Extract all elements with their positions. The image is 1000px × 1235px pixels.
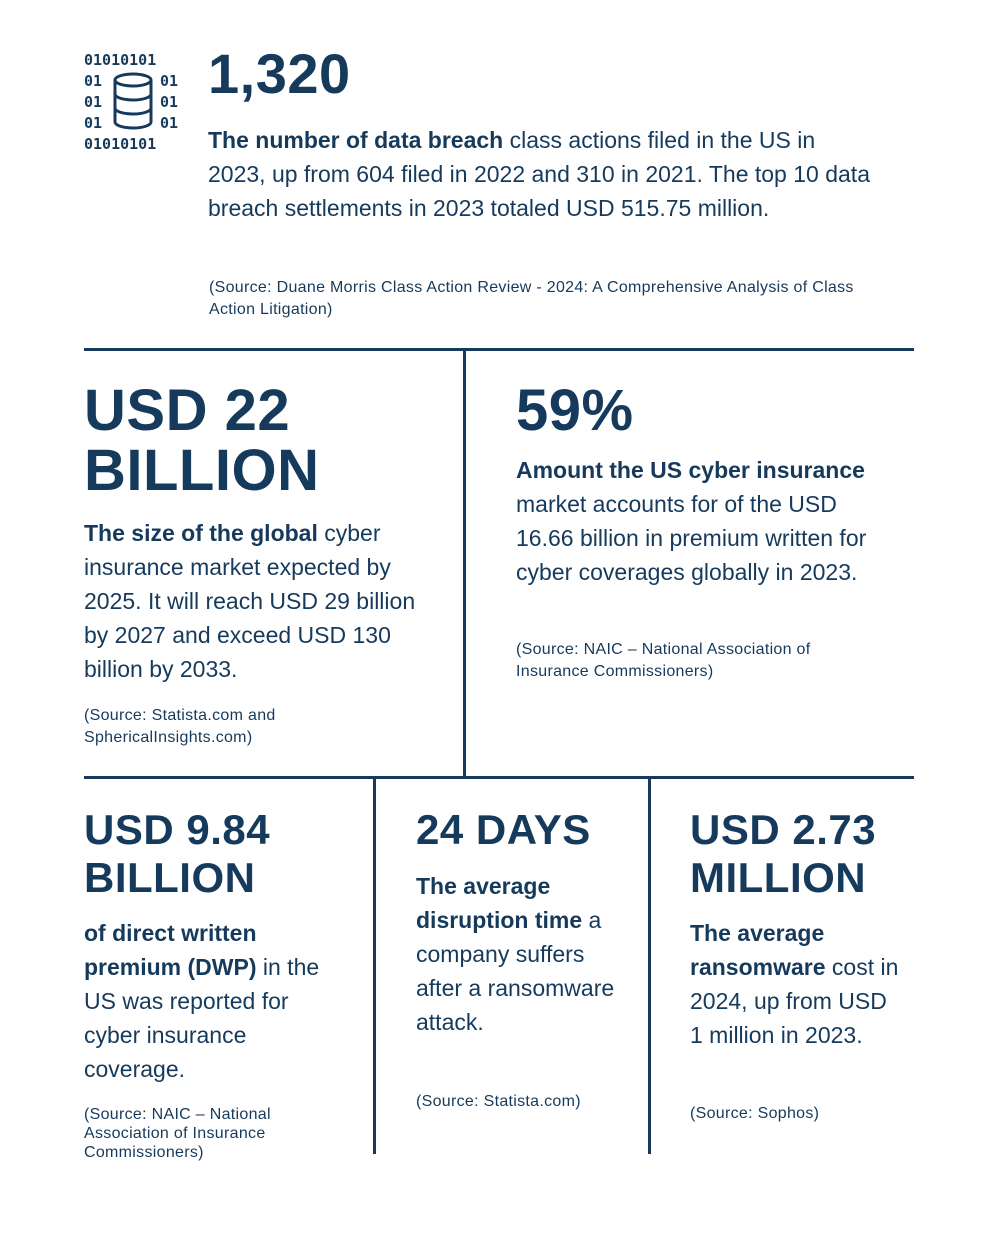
stat-data-breach-count: 1,320	[208, 42, 351, 105]
bottom-left-description-rest: in the US was reported for cyber insurance coverage.	[84, 954, 320, 1082]
binary-row-3-right: 01	[160, 93, 179, 111]
bottom-middle-description-rest: a company suffers after a ransomware attack.	[416, 907, 615, 1035]
stat-disruption-days: 24 DAYS	[416, 806, 591, 853]
divider-bottom-left-vertical	[373, 778, 376, 1154]
binary-row-5: 01010101	[84, 135, 157, 150]
top-description-rest: class actions filed in the US in 2023, up from 604 filed in 2022 and 310 in 2021. The top 10 data breach settlements in 2023 totaled USD 515.75 million.	[208, 127, 870, 221]
bottom-right-description-rest: cost in 2024, up from USD 1 million in 2023.	[690, 954, 899, 1048]
mid-left-description	[84, 516, 434, 686]
mid-right-source: (Source: NAIC – National Association of Insurance Commissioners)	[516, 641, 811, 680]
mid-right-description-bold: Amount the US cyber insurance	[516, 457, 865, 483]
bottom-left-description-bold: of direct written premium (DWP)	[84, 920, 257, 980]
divider-top	[84, 348, 914, 351]
stat-direct-written-premium	[84, 806, 270, 902]
binary-row-3-left: 01	[84, 93, 103, 111]
binary-row-2-right: 01	[160, 72, 179, 90]
divider-bottom-right-vertical	[648, 778, 651, 1154]
top-source: (Source: Duane Morris Class Action Review - 2024: A Comprehensive Analysis of Class Action Litigation)	[209, 279, 854, 318]
binary-row-1: 01010101	[84, 52, 157, 69]
stat-line-2: BILLION	[84, 854, 256, 901]
bottom-right-description	[690, 916, 905, 1052]
mid-right-description	[516, 453, 896, 589]
database-icon	[84, 52, 182, 150]
bottom-right-description-bold: The average ransomware	[690, 920, 826, 980]
divider-mid-vertical	[463, 350, 466, 778]
bottom-left-description	[84, 916, 339, 1086]
stat-ransomware-cost	[690, 806, 876, 902]
mid-left-description-rest: cyber insurance market expected by 2025. It will reach USD 29 billion by 2027 and exceed USD 130 billion by 2033.	[84, 520, 416, 682]
stat-line-1: USD 22	[84, 378, 291, 443]
bottom-middle-description	[416, 869, 616, 1039]
stat-line-1: USD 9.84	[84, 806, 271, 853]
database-binary-icon	[84, 52, 182, 150]
bottom-right-source: (Source: Sophos)	[690, 1105, 820, 1122]
binary-row-2-left: 01	[84, 72, 103, 90]
stat-line-2: BILLION	[84, 438, 320, 503]
bottom-middle-source: (Source: Statista.com)	[416, 1093, 581, 1110]
binary-row-4-right: 01	[160, 114, 179, 132]
bottom-middle-description-bold: The average disruption time	[416, 873, 583, 933]
mid-right-description-rest: market accounts for of the USD 16.66 billion in premium written for cyber coverages globally in 2023.	[516, 491, 867, 585]
mid-left-source: (Source: Statista.com and SphericalInsights.com)	[84, 707, 276, 746]
top-description	[208, 123, 878, 225]
top-description-bold: The number of data breach	[208, 127, 504, 153]
mid-left-description-bold: The size of the global	[84, 520, 318, 546]
stat-global-market-size	[84, 378, 320, 503]
stat-line-2: MILLION	[690, 854, 867, 901]
divider-middle	[84, 776, 914, 779]
bottom-left-source: (Source: NAIC – National Association of Insurance Commissioners)	[84, 1106, 271, 1161]
binary-row-4-left: 01	[84, 114, 103, 132]
stat-line-1: USD 2.73	[690, 806, 877, 853]
stat-us-share: 59%	[516, 378, 634, 443]
